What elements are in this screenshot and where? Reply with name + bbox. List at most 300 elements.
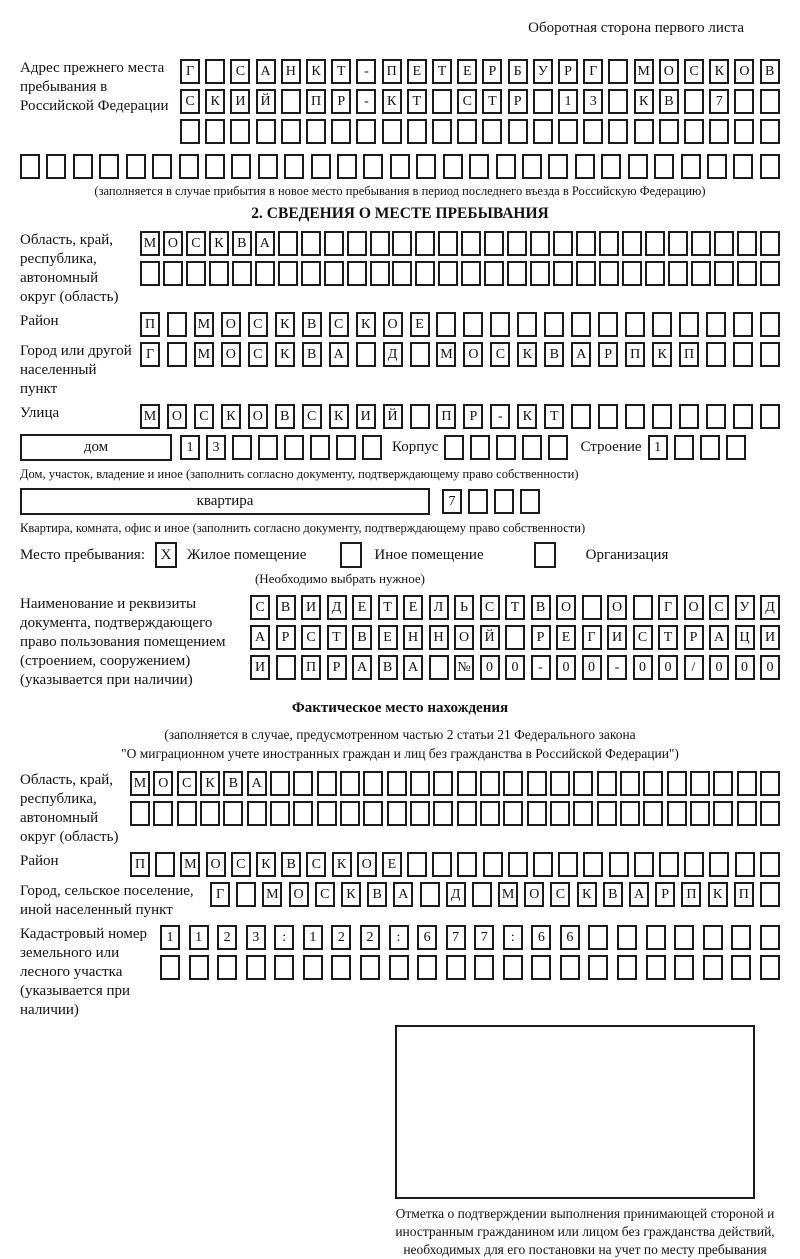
- char-cell[interactable]: [496, 435, 516, 460]
- char-cell[interactable]: [609, 852, 629, 877]
- char-cell[interactable]: Ь: [454, 595, 474, 620]
- char-cell[interactable]: [382, 119, 402, 144]
- char-cell[interactable]: Т: [327, 625, 347, 650]
- char-cell[interactable]: С: [230, 59, 250, 84]
- char-cell[interactable]: [659, 852, 679, 877]
- char-cell[interactable]: [733, 312, 753, 337]
- char-cell[interactable]: [737, 771, 757, 796]
- char-cell[interactable]: [461, 261, 481, 286]
- char-cell[interactable]: [470, 435, 490, 460]
- char-cell[interactable]: С: [194, 404, 214, 429]
- char-cell[interactable]: [258, 435, 278, 460]
- char-cell[interactable]: О: [221, 342, 241, 367]
- char-cell[interactable]: Б: [508, 59, 528, 84]
- char-cell[interactable]: В: [281, 852, 301, 877]
- char-cell[interactable]: В: [378, 655, 398, 680]
- char-cell[interactable]: О: [463, 342, 483, 367]
- char-cell[interactable]: [347, 261, 367, 286]
- char-cell[interactable]: [205, 154, 225, 179]
- char-cell[interactable]: [520, 489, 540, 514]
- char-cell[interactable]: Р: [331, 89, 351, 114]
- char-cell[interactable]: [270, 771, 290, 796]
- char-cell[interactable]: [167, 342, 187, 367]
- char-cell[interactable]: [760, 312, 780, 337]
- char-cell[interactable]: [301, 231, 321, 256]
- char-cell[interactable]: В: [760, 59, 780, 84]
- char-cell[interactable]: [432, 119, 452, 144]
- char-cell[interactable]: П: [681, 882, 701, 907]
- char-cell[interactable]: 2: [331, 925, 351, 950]
- char-cell[interactable]: Е: [556, 625, 576, 650]
- char-cell[interactable]: [407, 852, 427, 877]
- char-cell[interactable]: Г: [658, 595, 678, 620]
- char-cell[interactable]: [189, 955, 209, 980]
- char-cell[interactable]: :: [503, 925, 523, 950]
- char-cell[interactable]: П: [382, 59, 402, 84]
- char-cell[interactable]: У: [735, 595, 755, 620]
- char-cell[interactable]: [726, 435, 746, 460]
- char-cell[interactable]: [490, 312, 510, 337]
- char-cell[interactable]: [733, 154, 753, 179]
- char-cell[interactable]: [223, 801, 243, 826]
- char-cell[interactable]: [331, 119, 351, 144]
- char-cell[interactable]: 2: [217, 925, 237, 950]
- char-cell[interactable]: Е: [407, 59, 427, 84]
- char-cell[interactable]: [700, 435, 720, 460]
- char-cell[interactable]: [180, 119, 200, 144]
- char-cell[interactable]: [496, 154, 516, 179]
- char-cell[interactable]: Т: [544, 404, 564, 429]
- char-cell[interactable]: [177, 801, 197, 826]
- char-cell[interactable]: [735, 852, 755, 877]
- char-cell[interactable]: [713, 771, 733, 796]
- char-cell[interactable]: [734, 89, 754, 114]
- char-cell[interactable]: [608, 59, 628, 84]
- char-cell[interactable]: [674, 435, 694, 460]
- char-cell[interactable]: 1: [160, 925, 180, 950]
- char-cell[interactable]: К: [517, 342, 537, 367]
- char-cell[interactable]: [760, 801, 780, 826]
- char-cell[interactable]: М: [140, 404, 160, 429]
- char-cell[interactable]: -: [490, 404, 510, 429]
- char-cell[interactable]: [690, 801, 710, 826]
- char-cell[interactable]: [209, 261, 229, 286]
- char-cell[interactable]: К: [708, 882, 728, 907]
- stay-type-checkbox-organization[interactable]: [534, 542, 556, 568]
- char-cell[interactable]: [317, 801, 337, 826]
- char-cell[interactable]: С: [633, 625, 653, 650]
- char-cell[interactable]: А: [256, 59, 276, 84]
- char-cell[interactable]: [360, 955, 380, 980]
- char-cell[interactable]: 3: [583, 89, 603, 114]
- char-cell[interactable]: 6: [560, 925, 580, 950]
- char-cell[interactable]: [533, 89, 553, 114]
- char-cell[interactable]: [709, 119, 729, 144]
- char-cell[interactable]: В: [544, 342, 564, 367]
- char-cell[interactable]: Т: [505, 595, 525, 620]
- char-cell[interactable]: 1: [180, 435, 200, 460]
- char-cell[interactable]: [153, 801, 173, 826]
- char-cell[interactable]: М: [262, 882, 282, 907]
- char-cell[interactable]: [284, 435, 304, 460]
- char-cell[interactable]: Р: [327, 655, 347, 680]
- char-cell[interactable]: [415, 261, 435, 286]
- char-cell[interactable]: О: [248, 404, 268, 429]
- char-cell[interactable]: М: [140, 231, 160, 256]
- char-cell[interactable]: [530, 231, 550, 256]
- char-cell[interactable]: [643, 801, 663, 826]
- char-cell[interactable]: 7: [474, 925, 494, 950]
- char-cell[interactable]: [274, 955, 294, 980]
- char-cell[interactable]: И: [356, 404, 376, 429]
- char-cell[interactable]: 0: [480, 655, 500, 680]
- char-cell[interactable]: В: [232, 231, 252, 256]
- char-cell[interactable]: [760, 261, 780, 286]
- char-cell[interactable]: Л: [429, 595, 449, 620]
- char-cell[interactable]: О: [289, 882, 309, 907]
- char-cell[interactable]: [533, 119, 553, 144]
- char-cell[interactable]: [684, 119, 704, 144]
- char-cell[interactable]: [246, 955, 266, 980]
- char-cell[interactable]: Н: [429, 625, 449, 650]
- char-cell[interactable]: [679, 312, 699, 337]
- char-cell[interactable]: С: [231, 852, 251, 877]
- char-cell[interactable]: [410, 801, 430, 826]
- char-cell[interactable]: О: [607, 595, 627, 620]
- char-cell[interactable]: [684, 852, 704, 877]
- char-cell[interactable]: 7: [709, 89, 729, 114]
- char-cell[interactable]: [601, 154, 621, 179]
- char-cell[interactable]: [706, 342, 726, 367]
- char-cell[interactable]: А: [709, 625, 729, 650]
- char-cell[interactable]: М: [130, 771, 150, 796]
- char-cell[interactable]: [432, 89, 452, 114]
- char-cell[interactable]: [760, 404, 780, 429]
- char-cell[interactable]: П: [301, 655, 321, 680]
- char-cell[interactable]: О: [206, 852, 226, 877]
- char-cell[interactable]: [370, 261, 390, 286]
- char-cell[interactable]: [760, 955, 780, 980]
- char-cell[interactable]: С: [248, 342, 268, 367]
- char-cell[interactable]: М: [498, 882, 518, 907]
- char-cell[interactable]: [560, 955, 580, 980]
- char-cell[interactable]: №: [454, 655, 474, 680]
- char-cell[interactable]: О: [556, 595, 576, 620]
- char-cell[interactable]: [463, 312, 483, 337]
- char-cell[interactable]: [444, 435, 464, 460]
- char-cell[interactable]: [503, 955, 523, 980]
- char-cell[interactable]: [575, 154, 595, 179]
- char-cell[interactable]: [443, 154, 463, 179]
- char-cell[interactable]: М: [194, 342, 214, 367]
- char-cell[interactable]: Е: [403, 595, 423, 620]
- char-cell[interactable]: [690, 771, 710, 796]
- char-cell[interactable]: [46, 154, 66, 179]
- char-cell[interactable]: 1: [648, 435, 668, 460]
- char-cell[interactable]: В: [531, 595, 551, 620]
- char-cell[interactable]: [668, 231, 688, 256]
- char-cell[interactable]: [438, 261, 458, 286]
- char-cell[interactable]: [760, 154, 780, 179]
- char-cell[interactable]: [507, 261, 527, 286]
- char-cell[interactable]: [548, 154, 568, 179]
- char-cell[interactable]: [706, 312, 726, 337]
- char-cell[interactable]: Р: [463, 404, 483, 429]
- char-cell[interactable]: [527, 801, 547, 826]
- char-cell[interactable]: [573, 801, 593, 826]
- char-cell[interactable]: [152, 154, 172, 179]
- char-cell[interactable]: К: [306, 59, 326, 84]
- char-cell[interactable]: [370, 231, 390, 256]
- char-cell[interactable]: [303, 955, 323, 980]
- char-cell[interactable]: С: [684, 59, 704, 84]
- stay-type-checkbox-residential[interactable]: X: [155, 542, 177, 568]
- char-cell[interactable]: [236, 882, 256, 907]
- char-cell[interactable]: 0: [505, 655, 525, 680]
- char-cell[interactable]: [598, 404, 618, 429]
- char-cell[interactable]: [588, 955, 608, 980]
- char-cell[interactable]: Р: [655, 882, 675, 907]
- char-cell[interactable]: [126, 154, 146, 179]
- char-cell[interactable]: [281, 119, 301, 144]
- char-cell[interactable]: [628, 154, 648, 179]
- char-cell[interactable]: [706, 404, 726, 429]
- char-cell[interactable]: П: [306, 89, 326, 114]
- char-cell[interactable]: [392, 231, 412, 256]
- char-cell[interactable]: Д: [327, 595, 347, 620]
- char-cell[interactable]: О: [454, 625, 474, 650]
- char-cell[interactable]: [507, 231, 527, 256]
- char-cell[interactable]: [155, 852, 175, 877]
- char-cell[interactable]: [186, 261, 206, 286]
- char-cell[interactable]: [733, 342, 753, 367]
- char-cell[interactable]: А: [329, 342, 349, 367]
- char-cell[interactable]: Т: [432, 59, 452, 84]
- char-cell[interactable]: 1: [189, 925, 209, 950]
- char-cell[interactable]: [760, 89, 780, 114]
- char-cell[interactable]: [550, 801, 570, 826]
- char-cell[interactable]: [258, 154, 278, 179]
- char-cell[interactable]: К: [634, 89, 654, 114]
- char-cell[interactable]: [597, 771, 617, 796]
- char-cell[interactable]: [205, 59, 225, 84]
- char-cell[interactable]: 7: [442, 489, 462, 514]
- char-cell[interactable]: -: [356, 89, 376, 114]
- char-cell[interactable]: [737, 231, 757, 256]
- char-cell[interactable]: 1: [303, 925, 323, 950]
- char-cell[interactable]: О: [524, 882, 544, 907]
- char-cell[interactable]: О: [357, 852, 377, 877]
- char-cell[interactable]: Г: [210, 882, 230, 907]
- char-cell[interactable]: С: [306, 852, 326, 877]
- char-cell[interactable]: [522, 435, 542, 460]
- char-cell[interactable]: О: [659, 59, 679, 84]
- char-cell[interactable]: Е: [352, 595, 372, 620]
- char-cell[interactable]: [417, 955, 437, 980]
- char-cell[interactable]: [667, 801, 687, 826]
- char-cell[interactable]: П: [436, 404, 456, 429]
- char-cell[interactable]: Т: [331, 59, 351, 84]
- char-cell[interactable]: [674, 925, 694, 950]
- char-cell[interactable]: [407, 119, 427, 144]
- char-cell[interactable]: [281, 89, 301, 114]
- char-cell[interactable]: [415, 231, 435, 256]
- char-cell[interactable]: [457, 119, 477, 144]
- char-cell[interactable]: [707, 154, 727, 179]
- char-cell[interactable]: [583, 852, 603, 877]
- char-cell[interactable]: [306, 119, 326, 144]
- char-cell[interactable]: [713, 801, 733, 826]
- char-cell[interactable]: И: [250, 655, 270, 680]
- char-cell[interactable]: [709, 852, 729, 877]
- char-cell[interactable]: [392, 261, 412, 286]
- char-cell[interactable]: [598, 312, 618, 337]
- char-cell[interactable]: [646, 955, 666, 980]
- char-cell[interactable]: 3: [246, 925, 266, 950]
- char-cell[interactable]: [230, 119, 250, 144]
- char-cell[interactable]: [163, 261, 183, 286]
- char-cell[interactable]: [530, 261, 550, 286]
- char-cell[interactable]: [737, 801, 757, 826]
- char-cell[interactable]: А: [393, 882, 413, 907]
- char-cell[interactable]: [691, 231, 711, 256]
- char-cell[interactable]: [231, 154, 251, 179]
- char-cell[interactable]: С: [550, 882, 570, 907]
- char-cell[interactable]: К: [356, 312, 376, 337]
- char-cell[interactable]: Е: [378, 625, 398, 650]
- char-cell[interactable]: К: [205, 89, 225, 114]
- char-cell[interactable]: [390, 154, 410, 179]
- char-cell[interactable]: [508, 852, 528, 877]
- char-cell[interactable]: [461, 231, 481, 256]
- char-cell[interactable]: [205, 119, 225, 144]
- char-cell[interactable]: О: [167, 404, 187, 429]
- char-cell[interactable]: [179, 154, 199, 179]
- char-cell[interactable]: О: [734, 59, 754, 84]
- char-cell[interactable]: [583, 119, 603, 144]
- char-cell[interactable]: [625, 312, 645, 337]
- char-cell[interactable]: [278, 231, 298, 256]
- char-cell[interactable]: 0: [658, 655, 678, 680]
- char-cell[interactable]: [457, 771, 477, 796]
- char-cell[interactable]: [324, 261, 344, 286]
- char-cell[interactable]: [674, 955, 694, 980]
- char-cell[interactable]: Н: [403, 625, 423, 650]
- char-cell[interactable]: [517, 312, 537, 337]
- char-cell[interactable]: [363, 771, 383, 796]
- char-cell[interactable]: [731, 925, 751, 950]
- char-cell[interactable]: У: [533, 59, 553, 84]
- char-cell[interactable]: [73, 154, 93, 179]
- char-cell[interactable]: :: [389, 925, 409, 950]
- char-cell[interactable]: Г: [180, 59, 200, 84]
- char-cell[interactable]: [433, 771, 453, 796]
- char-cell[interactable]: И: [301, 595, 321, 620]
- char-cell[interactable]: П: [625, 342, 645, 367]
- char-cell[interactable]: 7: [446, 925, 466, 950]
- char-cell[interactable]: [446, 955, 466, 980]
- char-cell[interactable]: С: [490, 342, 510, 367]
- char-cell[interactable]: [362, 435, 382, 460]
- char-cell[interactable]: [668, 261, 688, 286]
- char-cell[interactable]: К: [200, 771, 220, 796]
- char-cell[interactable]: [433, 801, 453, 826]
- char-cell[interactable]: [576, 231, 596, 256]
- char-cell[interactable]: [410, 771, 430, 796]
- char-cell[interactable]: С: [301, 625, 321, 650]
- char-cell[interactable]: [558, 119, 578, 144]
- char-cell[interactable]: [247, 801, 267, 826]
- char-cell[interactable]: А: [255, 231, 275, 256]
- char-cell[interactable]: К: [256, 852, 276, 877]
- char-cell[interactable]: И: [607, 625, 627, 650]
- char-cell[interactable]: А: [629, 882, 649, 907]
- char-cell[interactable]: К: [341, 882, 361, 907]
- char-cell[interactable]: [553, 261, 573, 286]
- char-cell[interactable]: Й: [383, 404, 403, 429]
- char-cell[interactable]: [482, 119, 502, 144]
- char-cell[interactable]: [484, 231, 504, 256]
- char-cell[interactable]: 6: [417, 925, 437, 950]
- char-cell[interactable]: [416, 154, 436, 179]
- char-cell[interactable]: Г: [583, 59, 603, 84]
- char-cell[interactable]: [634, 852, 654, 877]
- char-cell[interactable]: И: [230, 89, 250, 114]
- char-cell[interactable]: К: [329, 404, 349, 429]
- char-cell[interactable]: В: [659, 89, 679, 114]
- char-cell[interactable]: Р: [558, 59, 578, 84]
- char-cell[interactable]: [684, 89, 704, 114]
- char-cell[interactable]: [714, 261, 734, 286]
- char-cell[interactable]: [436, 312, 456, 337]
- char-cell[interactable]: Г: [582, 625, 602, 650]
- char-cell[interactable]: М: [634, 59, 654, 84]
- char-cell[interactable]: П: [130, 852, 150, 877]
- char-cell[interactable]: [588, 925, 608, 950]
- char-cell[interactable]: О: [684, 595, 704, 620]
- char-cell[interactable]: -: [531, 655, 551, 680]
- char-cell[interactable]: С: [709, 595, 729, 620]
- char-cell[interactable]: [503, 771, 523, 796]
- char-cell[interactable]: [438, 231, 458, 256]
- char-cell[interactable]: [760, 771, 780, 796]
- char-cell[interactable]: Р: [598, 342, 618, 367]
- char-cell[interactable]: [548, 435, 568, 460]
- char-cell[interactable]: В: [367, 882, 387, 907]
- char-cell[interactable]: В: [275, 404, 295, 429]
- char-cell[interactable]: П: [140, 312, 160, 337]
- char-cell[interactable]: [558, 852, 578, 877]
- char-cell[interactable]: [429, 655, 449, 680]
- char-cell[interactable]: [484, 261, 504, 286]
- char-cell[interactable]: С: [180, 89, 200, 114]
- char-cell[interactable]: [494, 489, 514, 514]
- char-cell[interactable]: В: [276, 595, 296, 620]
- char-cell[interactable]: [571, 312, 591, 337]
- char-cell[interactable]: С: [315, 882, 335, 907]
- char-cell[interactable]: [731, 955, 751, 980]
- char-cell[interactable]: П: [734, 882, 754, 907]
- char-cell[interactable]: [508, 119, 528, 144]
- char-cell[interactable]: О: [221, 312, 241, 337]
- char-cell[interactable]: [714, 231, 734, 256]
- char-cell[interactable]: [760, 119, 780, 144]
- char-cell[interactable]: [679, 404, 699, 429]
- char-cell[interactable]: С: [177, 771, 197, 796]
- char-cell[interactable]: [457, 852, 477, 877]
- char-cell[interactable]: Е: [382, 852, 402, 877]
- char-cell[interactable]: [760, 852, 780, 877]
